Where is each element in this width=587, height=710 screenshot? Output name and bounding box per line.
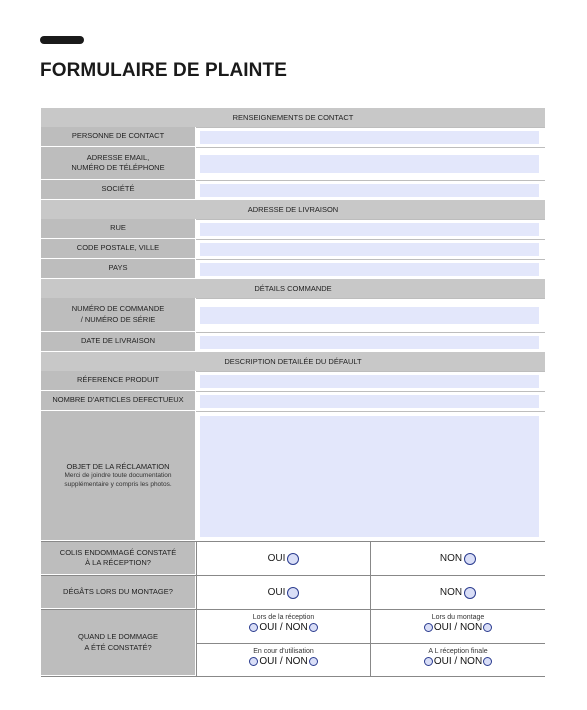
label-country: PAYS	[41, 259, 195, 279]
company-input[interactable]	[200, 184, 539, 197]
radio-assembly-time-oui[interactable]	[424, 623, 433, 632]
email-phone-input[interactable]	[200, 155, 539, 173]
row-email-phone	[41, 147, 545, 180]
street-input[interactable]	[200, 223, 539, 236]
assembly-non-option[interactable]: NON	[370, 576, 545, 609]
radio-final-oui[interactable]	[424, 657, 433, 666]
claim-textarea[interactable]	[200, 416, 539, 537]
row-company	[41, 180, 545, 200]
country-input[interactable]	[200, 263, 539, 276]
assembly-oui-option[interactable]: OUI	[196, 576, 370, 609]
radio-damaged-non[interactable]	[464, 553, 476, 565]
radio-in-use-non[interactable]	[309, 657, 318, 666]
row-defect-count	[41, 391, 545, 411]
defect-count-input[interactable]	[200, 395, 539, 408]
damaged-non-option[interactable]: NON	[370, 542, 545, 575]
product-ref-input[interactable]	[200, 375, 539, 388]
postal-city-input[interactable]	[200, 243, 539, 256]
label-email-phone: ADRESSE EMAIL, NUMÉRO DE TÉLÉPHONE	[41, 147, 195, 180]
row-damaged-reception	[41, 541, 545, 575]
radio-final-non[interactable]	[483, 657, 492, 666]
decorative-bar	[40, 36, 84, 44]
row-when-noticed	[41, 609, 545, 677]
label-order-number: NUMÉRO DE COMMANDE / NUMÉRO DE SÉRIE	[41, 298, 195, 332]
damaged-oui-option[interactable]: OUI	[196, 542, 370, 575]
label-assembly-damage: DÉGÂTS LORS DU MONTAGE?	[41, 576, 195, 609]
row-product-ref	[41, 371, 545, 391]
row-contact-person	[41, 127, 545, 147]
radio-assembly-oui[interactable]	[287, 587, 299, 599]
label-defect-count: NOMBRE D'ARTICLES DEFECTUEUX	[41, 391, 195, 411]
label-street: RUE	[41, 219, 195, 239]
contact-person-input[interactable]	[200, 131, 539, 144]
section-order: DÉTAILS COMMANDE	[41, 279, 545, 298]
label-when-noticed: QUAND LE DOMMAGE A ÉTÉ CONSTATÉ?	[41, 610, 195, 676]
label-claim: OBJET DE LA RÉCLAMATION Merci de joindre toute documentation supplémentaire y compris les photos.	[41, 411, 195, 541]
row-postal	[41, 239, 545, 259]
row-claim	[41, 411, 545, 541]
label-postal: CODE POSTALE, VILLE	[41, 239, 195, 259]
order-number-input[interactable]	[200, 307, 539, 324]
page-title: FORMULAIRE DE PLAINTE	[40, 60, 287, 81]
radio-reception-non[interactable]	[309, 623, 318, 632]
radio-damaged-oui[interactable]	[287, 553, 299, 565]
label-product-ref: RÉFERENCE PRODUIT	[41, 371, 195, 391]
label-contact-person: PERSONNE DE CONTACT	[41, 127, 195, 147]
option-in-use: En cour d'utilisation OUI / NON	[196, 643, 370, 676]
row-street	[41, 219, 545, 239]
section-defect: DESCRIPTION DETAILÉE DU DÉFAULT	[41, 352, 545, 371]
radio-reception-oui[interactable]	[249, 623, 258, 632]
delivery-date-input[interactable]	[200, 336, 539, 349]
label-damaged-reception: COLIS ENDOMMAGÉ CONSTATÉ À LA RÉCEPTION?	[41, 542, 195, 575]
radio-assembly-non[interactable]	[464, 587, 476, 599]
row-assembly-damage	[41, 575, 545, 609]
option-at-assembly: Lors du montage OUI / NON	[370, 610, 545, 643]
option-final-reception: A L réception finale OUI / NON	[370, 643, 545, 676]
option-at-reception: Lors de la réception OUI / NON	[196, 610, 370, 643]
radio-assembly-time-non[interactable]	[483, 623, 492, 632]
row-order-number	[41, 298, 545, 332]
row-delivery-date	[41, 332, 545, 352]
label-company: SOCIÉTÉ	[41, 180, 195, 200]
row-country	[41, 259, 545, 279]
section-delivery: ADRESSE DE LIVRAISON	[41, 200, 545, 219]
section-contact: RENSEIGNEMENTS DE CONTACT	[41, 108, 545, 127]
label-delivery-date: DATE DE LIVRAISON	[41, 332, 195, 352]
radio-in-use-oui[interactable]	[249, 657, 258, 666]
